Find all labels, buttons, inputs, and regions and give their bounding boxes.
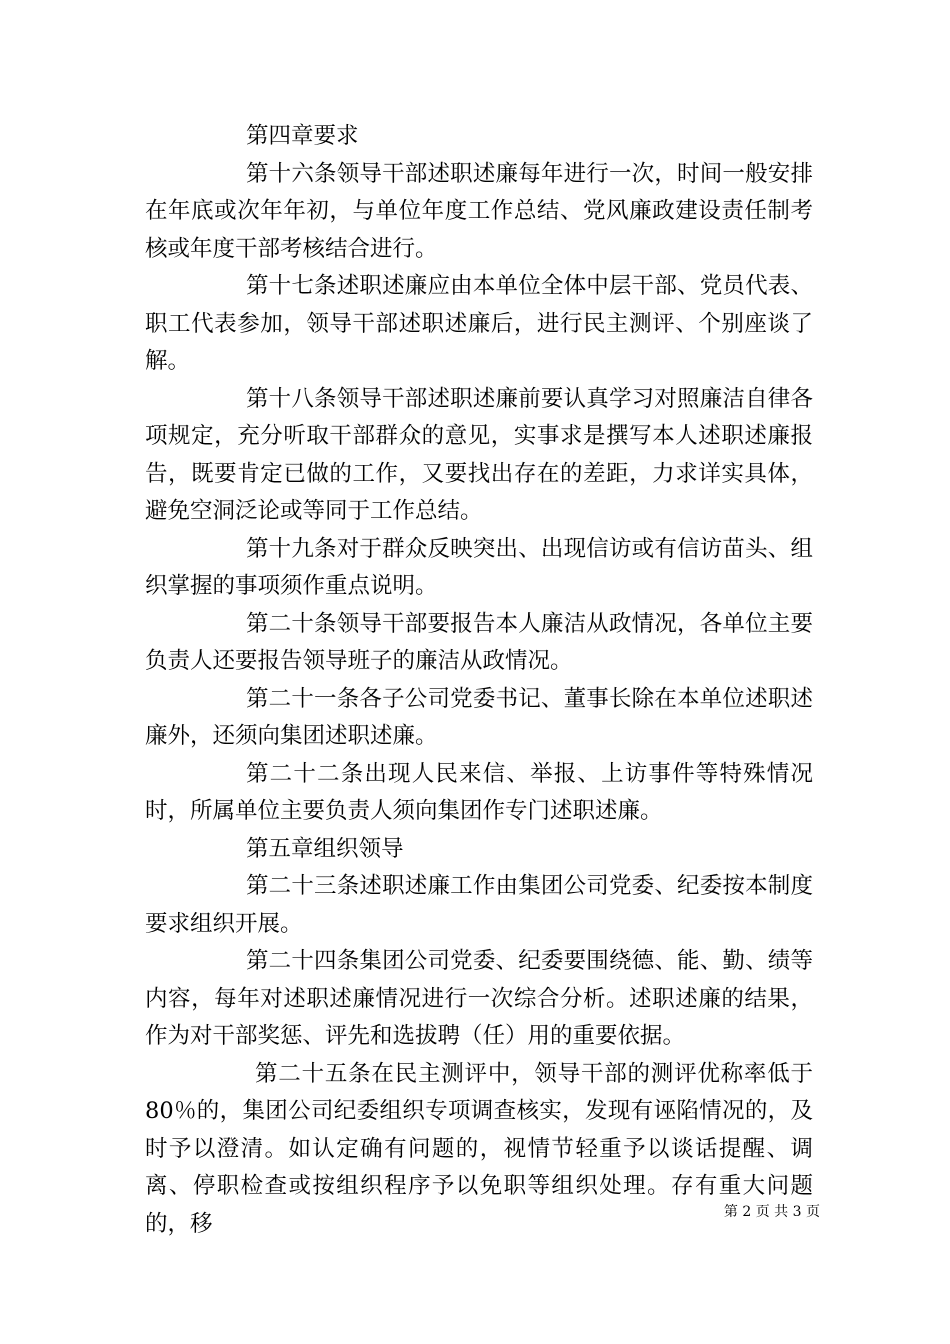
article-24: 第二十四条集团公司党委、纪委要围绕德、能、勤、绩等内容，每年对述职述廉情况进行一次综合分析。述职述廉的结果，作为对干部奖惩、评先和选拔聘（任）用的重要依据。 (145, 948, 813, 1049)
article-21: 第二十一条各子公司党委书记、董事长除在本单位述职述廉外，还须向集团述职述廉。 (145, 685, 813, 749)
chapter-heading-4: 第四章要求 (246, 123, 359, 149)
article-20: 第二十条领导干部要报告本人廉洁从政情况，各单位主要负责人还要报告领导班子的廉洁从政情况。 (145, 610, 813, 674)
article-16: 第十六条领导干部述职述廉每年进行一次，时间一般安排在年底或次年年初，与单位年度工作总结、党风廉政建设责任制考核或年度干部考核结合进行。 (145, 160, 813, 262)
page-number-footer: 第 2 页 共 3 页 (723, 1204, 820, 1220)
article-18: 第十八条领导干部述职述廉前要认真学习对照廉洁自律各项规定，充分听取干部群众的意见，实事求是撰写本人述职述廉报告，既要肯定已做的工作，又要找出存在的差距，力求详实具体，避免空洞泛论或等同于工作总结。 (145, 385, 813, 524)
article-17: 第十七条述职述廉应由本单位全体中层干部、党员代表、职工代表参加，领导干部述职述廉后，进行民主测评、个别座谈了解。 (145, 273, 813, 374)
article-23: 第二十三条述职述廉工作由集团公司党委、纪委按本制度要求组织开展。 (145, 873, 813, 937)
article-22: 第二十二条出现人民来信、举报、上访事件等特殊情况时，所属单位主要负责人须向集团作专门述职述廉。 (145, 760, 813, 824)
article-25: 第二十五条在民主测评中，领导干部的测评优称率低于80％的，集团公司纪委组织专项调查核实，发现有诬陷情况的，及时予以澄清。如认定确有问题的，视情节轻重予以谈话提醒、调离、停职检查或按组织程序予以免职等组织处理。存有重大问题的，移 (145, 1060, 813, 1237)
chapter-heading-5: 第五章组织领导 (246, 835, 404, 862)
document-body (145, 118, 813, 1243)
article-19: 第十九条对于群众反映突出、出现信访或有信访苗头、组织掌握的事项须作重点说明。 (145, 535, 813, 599)
